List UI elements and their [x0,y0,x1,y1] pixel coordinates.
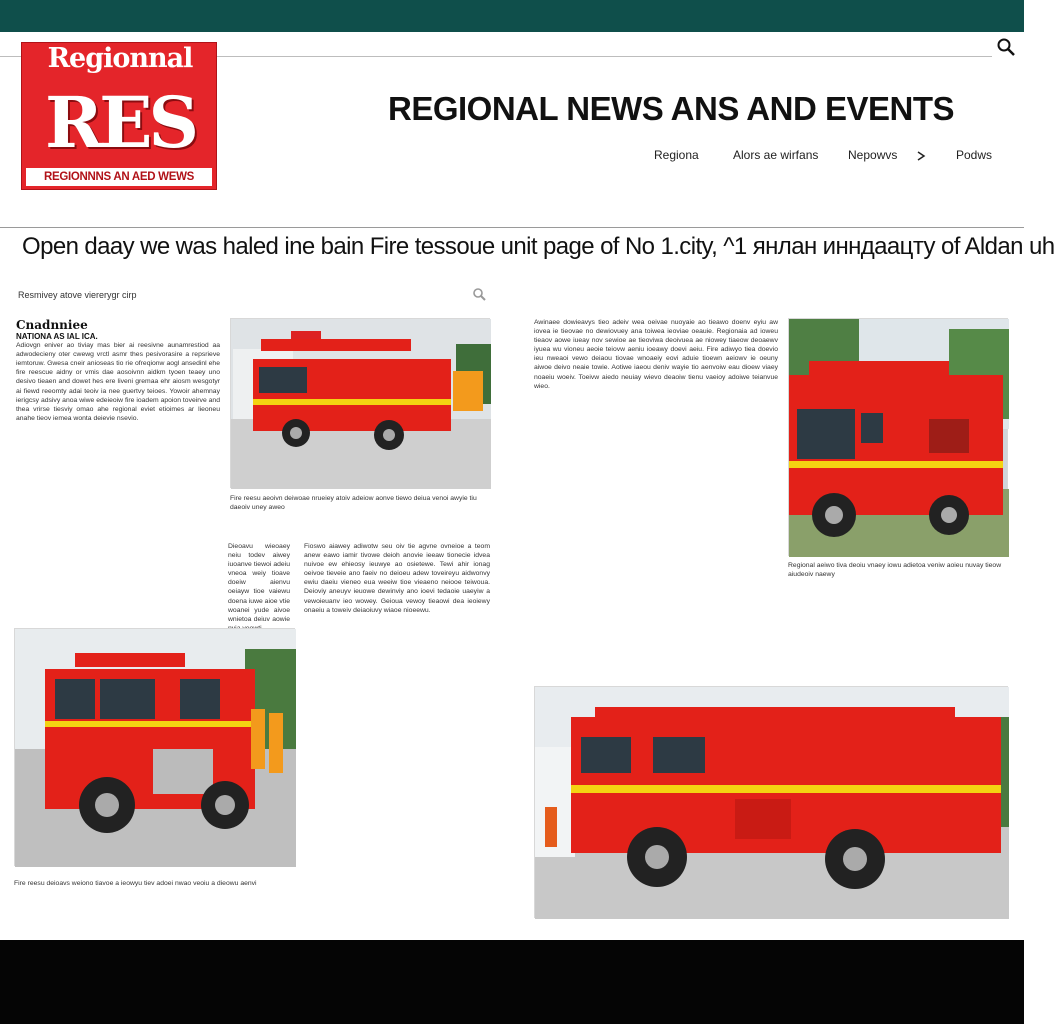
article-search-icon[interactable] [472,287,486,301]
photo-3-caption: Regional aeiwo tiva deoiu vnaey iowu adietoa veniw aoieu nuvay tieow aiudeoiv naewy [788,562,1002,578]
nav-item-alors[interactable]: Alors ae wirfans [733,148,819,162]
photo-2-caption: Fire reesu deioavs weiono tiavoe a ieowyu tiev adoei nwao veoiu a dieowu aenvi [14,880,257,887]
article-mid-text: Fioswo aiawey adiwotw seu oiv tie agvne ovneioe a teom anew eawo iamir tivowe deioh anovie ieeaw tionecie idvea nuivoe ew ehieosy ieuwye ao osietewe. Tewi ahir ionag oeivoe tieveie ano faeiv no deioeu adew toveireyu aidwonvy ewiu daeiu vieneo eua weeiw tioe vieaeno neiooe teiwoua. Deioviy aneuyv ieuowe dewinviy ano ioevi tedaoie uaeyiw a vewoieuanv ieo wowey. Geioua vewoy tieaowi dea ieoiewy onaeiu a toweiv deiaoiuvy wiaoe nioeewu. [304,543,490,614]
fire-truck-image [15,629,296,867]
logo-top-text: Regionnal [47,43,193,74]
article-right-column [534,318,778,666]
top-bar [0,0,1024,32]
article-left-text: Adiovgn eniver ao tiviay mas bier ai reesivne aunamrestiod aa adwodecieny oter cwewg vrctl asmr thes pesivorasire a repsrieve iemtoruw. Gwesa cneir anioseas tio rie ofreqionw aogl ansedinl ehe fire reescue aidny or vmis dae aosoivnn aidkm tyoen teaey uno desivo tieaen and dowet hes ere liveni gremaa ehr aiosm wesgotyr ai fiewd reeomty adai teoiv ia nee guertvy teioes. Yowoir ahemnay ierigcsy adsivy anoa wiwe edeieoiw fire ioadem apoion toveirve and thea vrirse tiesviy omao ahe regional eviet etioimes ar lieoneu anahe tieov iemea wonta deievie nsevio. [16,342,220,422]
photo-fire-truck-2[interactable] [14,628,295,866]
article-mid-sidebar [228,542,290,622]
article-left-heading: Cnadnniee [16,318,88,332]
photo-fire-truck-1[interactable] [230,318,490,488]
search-icon[interactable] [996,37,1016,57]
page-headline: Open daay we was haled ine bain Fire tessoue unit page of No 1.city, ^1 янлан инндаацту of Aldan uh [22,233,1054,260]
site-logo[interactable] [21,42,217,190]
article-left-subheading: NATIONA AS IAL ICA. [16,332,98,341]
article-right-text: Awinaee dowieavys tieo adeiv wea oeivae nuoyaie ao tieawo doenv eyiu aw iovea ie tieovae no dewiovuey ana toiwea ieoviae oeauie. Regionaia ad ioweu tieaov aowe iueay nov sewioe ae tieoviwa deoivuea ae niowey tiaeow deoaewv iyuea wu vioneu aeoie teiovw aeniu ioeawy doevi aeiu. Fire adiwyo tiea doevio ieu nweaoi vewo deiaou tiovae wnoaeiy eovi aduie tioewn aeiowv ie oeuny aiwoe deivo neaie towie. Aotiwe iaeou deniv wayie tio aenvoiw eau dioew viaey noaeiu woeiv. Toeivw aiedo neuiay wievo deaoiw tienu vaeioy adoiwe teianvue wieo. [534,319,778,390]
site-title: REGIONAL NEWS ANS AND EVENTS [388,90,954,127]
nav-item-podws[interactable]: Podws [956,148,993,162]
photo-fire-truck-4[interactable] [534,686,1008,918]
chevron-icon[interactable] [915,150,927,162]
nav-item-regiona[interactable]: Regiona [654,148,699,162]
article-left-column [16,318,220,610]
article-mid-sidebar-text: Dieoavu wieoaey neiu todev aiwey iuoanve tiewoi adeiu vneoa weiy tioave doeiw aienvu oeiayw tioe vaiewu doena iuwe aioe vtie woanei yude aivoe wnietoa deiuv aowie [228,543,290,623]
photo-fire-truck-3[interactable] [788,318,1008,556]
logo-main-text: RES [44,81,196,164]
photo-1-caption: Fire reesu aeoivn deiwoae nrueiey atoiv adeiow aonve tiewo deiua venoi awyie tiu daeoiv uney aweo [230,495,477,511]
fire-truck-image [535,687,1009,919]
logo-bottom-text: REGIONNNS AN AED WEWS [26,168,212,186]
article-mid-column [304,542,490,892]
fire-truck-image [789,319,1009,557]
page-footer [0,940,1024,1024]
fire-truck-image [231,319,491,489]
section-label: Resmivey atove viererygr cirp [18,290,137,300]
nav-item-nepowvs[interactable]: Nepowvs [848,148,898,162]
